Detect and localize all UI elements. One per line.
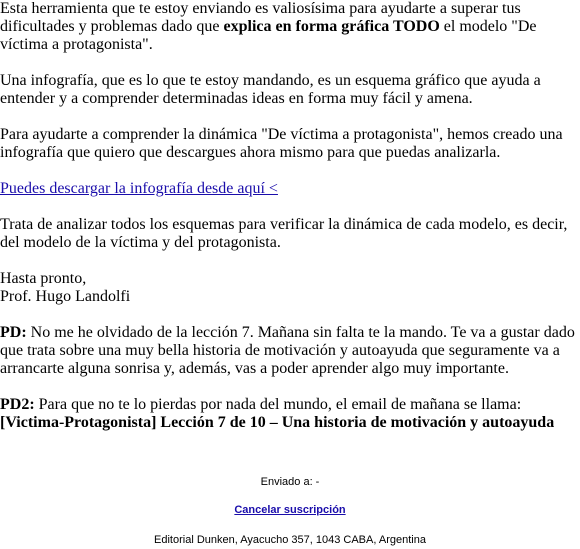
postscript-text: No me he olvidado de la lección 7. Mañana sin falta te la mando. Te va a gustar dado que trata sobre una muy bella historia de motivación y autoayuda que seguramente va a arrancarte alguna sonrisa y, además, vas a poder aprender algo muy importante. [0,324,575,377]
download-paragraph [0,180,578,198]
postscript-2 [0,396,578,432]
paragraph-dynamics: Para ayudarte a comprender la dinámica "De víctima a protagonista", hemos creado una infografía que quiero que descargues ahora mismo para que puedas analizarla. [0,126,563,161]
signoff: Hasta pronto, [0,270,87,287]
signature-name: Prof. Hugo Landolfi [0,288,131,305]
paragraph-intro [0,0,578,54]
unsubscribe-row [0,504,580,517]
email-footer [0,476,580,547]
paragraph-analyze: Trata de analizar todos los esquemas para verificar la dinámica de cada modelo, es decir, del modelo de la víctima y del protagonista. [0,216,568,251]
unsubscribe-link[interactable]: Cancelar suscripción [234,504,346,516]
intro-text-end: el modelo "De víctima a protagonista". [0,18,537,53]
download-infographic-link[interactable]: Puedes descargar la infografía desde aquí < [0,180,278,197]
next-email-title: [Victima-Protagonista] Lección 7 de 10 – Una historia de motivación y autoayuda [0,414,555,431]
signature-block [0,270,578,306]
postscript-2-text: Para que no te lo pierdas por nada del mundo, el email de mañana se llama: [34,396,522,413]
intro-bold: explica en forma gráfica TODO [223,18,440,35]
intro-text: Esta herramienta que te estoy enviando es valiosísima para ayudarte a superar tus dificultades y problemas dado que [0,0,521,35]
paragraph-infographic: Una infografía, que es lo que te estoy mandando, es un esquema gráfico que ayuda a entender y a comprender determinadas ideas en forma muy fácil y amena. [0,72,541,107]
postscript [0,324,578,378]
sent-to: Enviado a: - [260,476,320,488]
postscript-label: PD: [0,324,27,341]
publisher-address: Editorial Dunken, Ayacucho 357, 1043 CABA, Argentina [154,534,426,546]
postscript-2-label: PD2: [0,396,35,413]
